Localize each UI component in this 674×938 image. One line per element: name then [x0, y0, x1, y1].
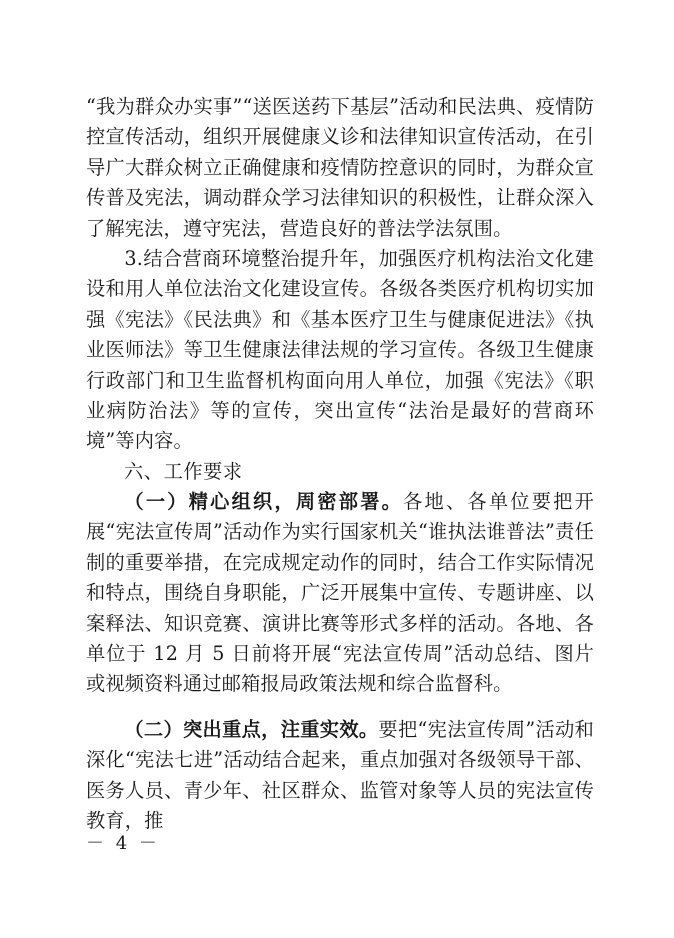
- subheading-highlight-key-points: （二）突出重点，注重实效。: [124, 718, 379, 741]
- paragraph-business-environment: 3.结合营商环境整治提升年，加强医疗机构法治文化建设和用人单位法治文化建设宣传。各级各类医疗机构切实加强《宪法》《民法典》和《基本医疗卫生与健康促进法》《执业医师法》等卫生健康法律法规的学习宣传。各级卫生健康行政部门和卫生监督机构面向用人单位，加强《宪法》《职业病防治法》等的宣传，突出宣传“法治是最好的营商环境”等内容。: [86, 247, 594, 453]
- subheading-careful-organization: （一）精心组织，周密部署。: [124, 490, 404, 513]
- paragraph-key-points-body: 要把“宪法宣传周”活动和深化“宪法七进”活动结合起来，重点加强对各级领导干部、医务人员、青少年、社区群众、监管对象等人员的宪法宣传教育，推: [86, 718, 594, 833]
- paragraph-organization-body: 各地、各单位要把开展“宪法宣传周”活动作为实行国家机关“谁执法谁普法”责任制的重要举措，在完成规定动作的同时，结合工作实际情况和特点，围绕自身职能，广泛开展集中宣传、专题讲座、以案释法、知识竞赛、演讲比赛等形式多样的活动。各地、各单位于 12 月 5 日前将开展“宪法宣传周”活动总结、图片或视频资料通过邮箱报局政策法规和综合监督科。: [86, 490, 594, 696]
- paragraph-key-points: [86, 715, 594, 837]
- paragraph-organization: [86, 487, 594, 700]
- page-number: － 4 －: [86, 833, 160, 854]
- paragraph-activities: “我为群众办实事”“送医送药下基层”活动和民法典、疫情防控宣传活动，组织开展健康义诊和法律知识宣传活动，在引导广大群众树立正确健康和疫情防控意识的同时，为群众宣传普及宪法，调动群众学习法律知识的积极性，让群众深入了解宪法，遵守宪法，营造良好的普法学法氛围。: [86, 95, 594, 240]
- section-heading-work-requirements: 六、工作要求: [124, 460, 243, 483]
